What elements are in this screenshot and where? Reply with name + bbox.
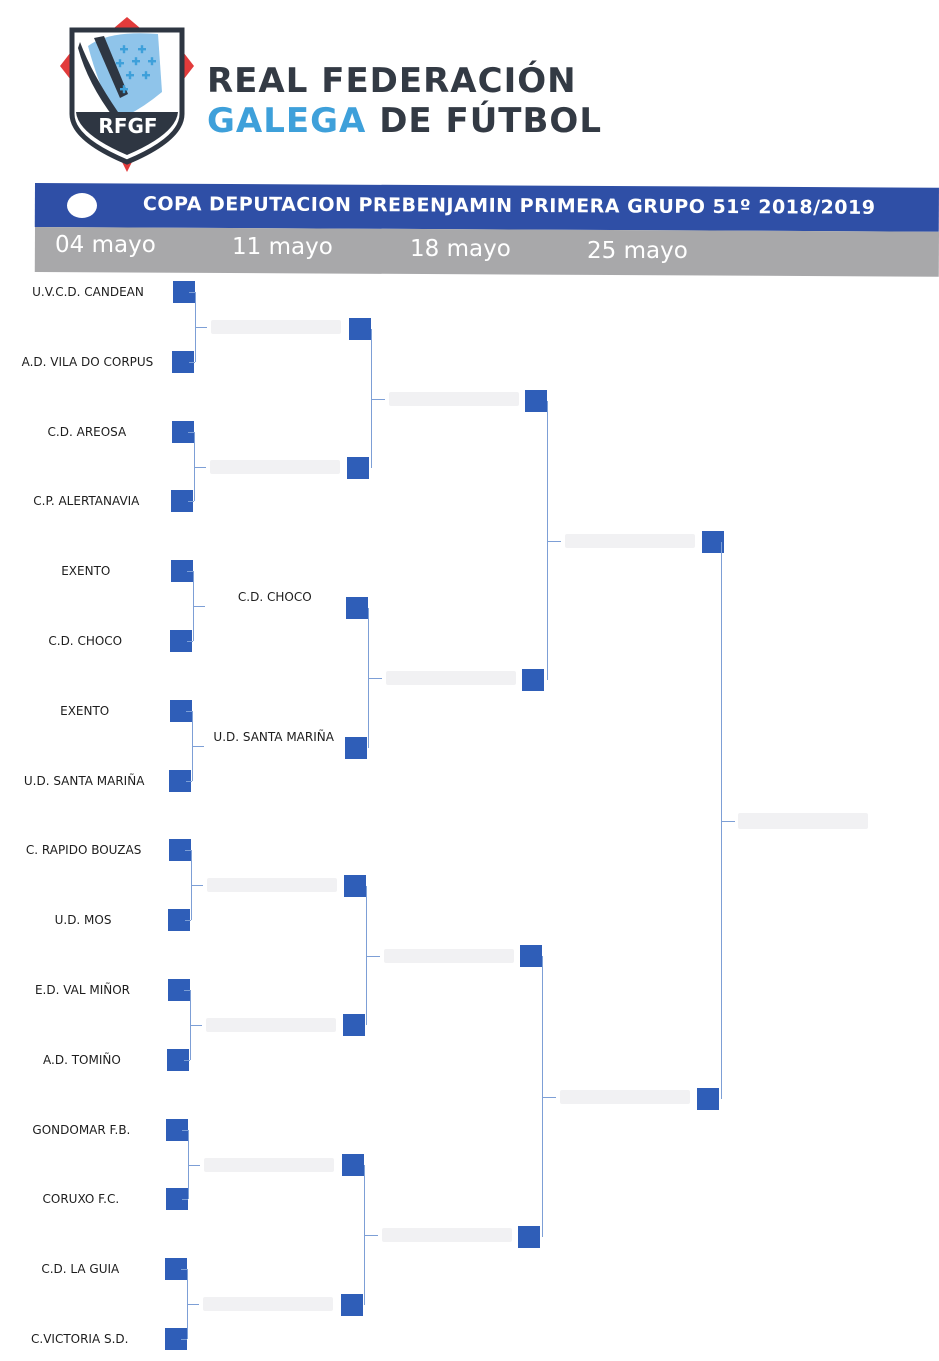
bracket-slot (347, 457, 369, 479)
bracket-slot (344, 875, 366, 897)
team-label: A.D. TOMIÑO (43, 1052, 121, 1067)
bracket-slot (525, 390, 547, 412)
connector-line (542, 1097, 556, 1098)
team-label: CORUXO F.C. (42, 1192, 120, 1207)
connector-line (185, 850, 191, 851)
connector-line (186, 711, 192, 712)
bracket-slot (520, 945, 542, 967)
empty-winner-field (382, 1228, 512, 1242)
bracket-slot (345, 737, 367, 759)
team-label: EXENTO (60, 703, 110, 718)
winner-label: U.D. SANTA MARIÑA (213, 729, 334, 744)
team-label: U.V.C.D. CANDEAN (32, 285, 144, 299)
date-round-2: 11 mayo (232, 234, 333, 260)
empty-winner-field (384, 949, 514, 963)
connector-line (181, 1339, 187, 1340)
connector-line (194, 467, 206, 468)
connector-line (366, 956, 380, 957)
team-label: C. RAPIDO BOUZAS (25, 843, 142, 858)
federation-name-galega: GALEGA (207, 101, 367, 141)
connector-line (184, 990, 190, 991)
bracket-slot (346, 597, 368, 619)
team-label: E.D. VAL MIÑOR (34, 983, 131, 997)
team-label: U.D. SANTA MARIÑA (23, 773, 145, 788)
connector-line (368, 678, 382, 679)
connector-line (195, 327, 207, 328)
connector-line (371, 399, 385, 400)
empty-winner-field (211, 320, 341, 334)
connector-line (188, 501, 194, 502)
empty-winner-field (210, 460, 340, 474)
team-label: U.D. MOS (54, 913, 112, 928)
connector-line (191, 885, 203, 886)
connector-line (721, 821, 735, 822)
team-label: GONDOMAR F.B. (32, 1122, 131, 1137)
logo-abbreviation: RFGF (98, 114, 158, 138)
empty-winner-field (560, 1090, 690, 1104)
connector-line (188, 1165, 200, 1166)
connector-line (187, 641, 193, 642)
team-label: EXENTO (61, 564, 111, 579)
federation-name-line1: REAL FEDERACIÓN (207, 61, 577, 101)
connector-line (364, 1235, 378, 1236)
competition-title: COPA DEPUTACION PREBENJAMIN PRIMERA GRUPO 51º 2018/2019 (142, 193, 876, 219)
connector-line (190, 1025, 202, 1026)
connector-line (188, 432, 194, 433)
champion-field (738, 813, 868, 829)
connector-line (185, 920, 191, 921)
connector-line (192, 746, 204, 747)
connector-line (181, 1269, 187, 1270)
bracket-slot (697, 1088, 719, 1110)
team-label: C.D. CHOCO (48, 634, 123, 648)
connector-line (189, 362, 195, 363)
team-label: A.D. VILA DO CORPUS (21, 354, 154, 369)
winner-label: C.D. CHOCO (237, 590, 312, 605)
bracket-slot (522, 669, 544, 691)
connector-line (182, 1130, 188, 1131)
empty-winner-field (565, 534, 695, 548)
connector-line (182, 1199, 188, 1200)
connector-line (193, 606, 205, 607)
connector-line (187, 571, 193, 572)
empty-winner-field (386, 671, 516, 685)
connector-line (547, 541, 561, 542)
bracket-slot (343, 1014, 365, 1036)
connector-line (186, 781, 192, 782)
bracket-slot (518, 1226, 540, 1248)
date-round-4: 25 mayo (587, 238, 688, 264)
date-round-1: 04 mayo (55, 232, 156, 258)
empty-winner-field (389, 392, 519, 406)
team-label: C.D. LA GUIA (41, 1262, 120, 1277)
bracket-slot (341, 1294, 363, 1316)
team-label: C.VICTORIA S.D. (31, 1332, 129, 1346)
connector-line (189, 292, 195, 293)
empty-winner-field (203, 1297, 333, 1311)
empty-winner-field (204, 1158, 334, 1172)
federation-name-rest: DE FÚTBOL (379, 101, 602, 141)
bracket-slot (342, 1154, 364, 1176)
team-label: C.P. ALERTANAVIA (33, 494, 140, 509)
empty-winner-field (206, 1018, 336, 1032)
team-label: C.D. AREOSA (47, 424, 127, 439)
bracket-slot (349, 318, 371, 340)
connector-line (187, 1304, 199, 1305)
connector-line (184, 1060, 190, 1061)
empty-winner-field (207, 878, 337, 892)
date-round-3: 18 mayo (410, 236, 511, 262)
